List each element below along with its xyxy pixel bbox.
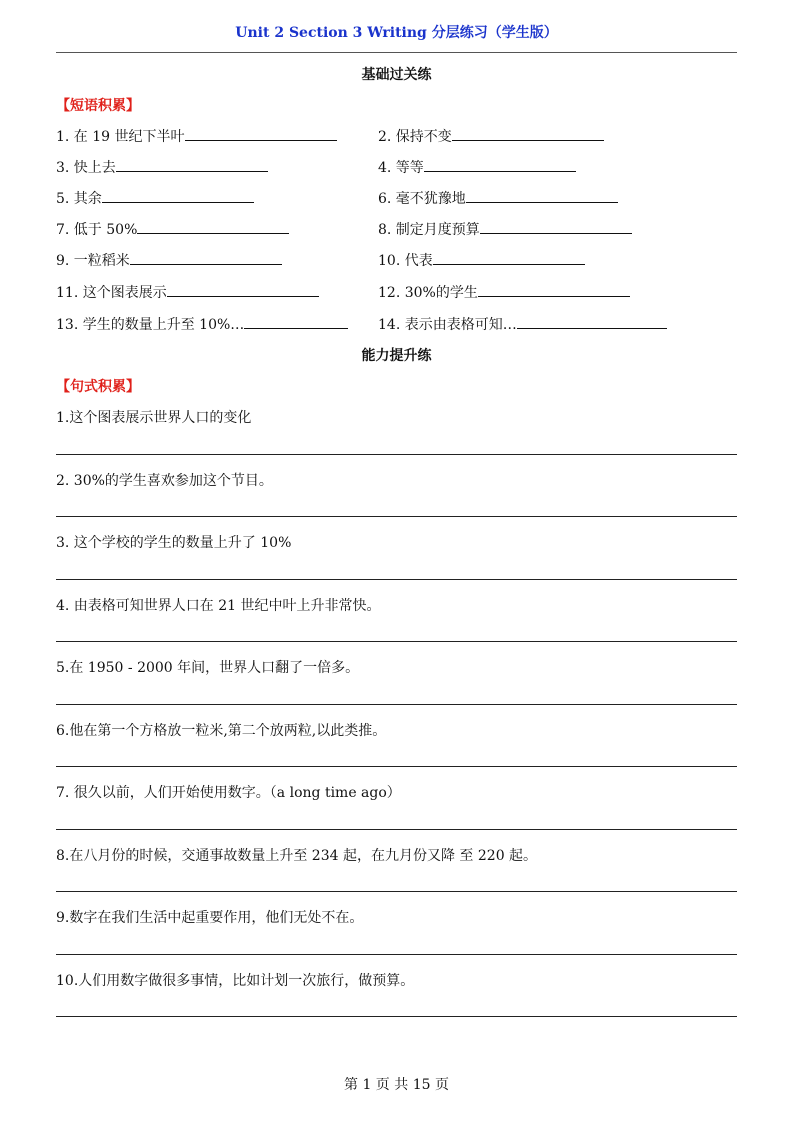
answer-line[interactable] (56, 516, 737, 517)
answer-blank[interactable] (116, 157, 268, 172)
phrase-item-13 (56, 314, 348, 334)
phrase-accumulation-tag: 【短语积累】 (56, 98, 140, 114)
phrase-text: 12. 30%的学生 (378, 285, 478, 301)
sentence-prompt-1: 1.这个图表展示世界人口的变化 (56, 410, 252, 426)
header-rule (56, 52, 737, 53)
sentence-prompt-2: 2. 30%的学生喜欢参加这个节目。 (56, 473, 273, 489)
answer-blank[interactable] (480, 219, 632, 234)
document-header-title: Unit 2 Section 3 Writing 分层练习（学生版） (235, 25, 558, 41)
page-number: 第 1 页 共 15 页 (344, 1077, 449, 1093)
answer-blank[interactable] (130, 250, 282, 265)
answer-line[interactable] (56, 704, 737, 705)
phrase-text: 8. 制定月度预算 (378, 222, 480, 238)
sentence-prompt-3: 3. 这个学校的学生的数量上升了 10% (56, 535, 292, 551)
phrase-item-2 (378, 126, 604, 146)
phrase-item-6 (378, 188, 618, 208)
answer-blank[interactable] (167, 282, 319, 297)
phrase-text: 14. 表示由表格可知… (378, 317, 517, 333)
answer-blank[interactable] (452, 126, 604, 141)
phrase-item-1 (56, 126, 337, 146)
answer-line[interactable] (56, 891, 737, 892)
phrase-text: 7. 低于 50% (56, 222, 138, 238)
sentence-accumulation-tag: 【句式积累】 (56, 379, 140, 395)
phrase-text: 5. 其余 (56, 191, 102, 207)
answer-blank[interactable] (185, 126, 337, 141)
sentence-prompt-4: 4. 由表格可知世界人口在 21 世纪中叶上升非常快。 (56, 598, 381, 614)
answer-line[interactable] (56, 454, 737, 455)
phrase-text: 3. 快上去 (56, 160, 116, 176)
section-title-advanced: 能力提升练 (361, 348, 432, 364)
phrase-text: 13. 学生的数量上升至 10%… (56, 317, 245, 333)
phrase-text: 6. 毫不犹豫地 (378, 191, 466, 207)
phrase-item-9 (56, 250, 282, 270)
phrase-item-5 (56, 188, 254, 208)
answer-blank[interactable] (478, 282, 630, 297)
phrase-text: 1. 在 19 世纪下半叶 (56, 129, 185, 145)
phrase-text: 11. 这个图表展示 (56, 285, 167, 301)
phrase-item-10 (378, 250, 585, 270)
phrase-item-12 (378, 282, 630, 302)
phrase-text: 9. 一粒稻米 (56, 253, 130, 269)
phrase-item-8 (378, 219, 632, 239)
phrase-text: 2. 保持不变 (378, 129, 452, 145)
phrase-text: 10. 代表 (378, 253, 433, 269)
phrase-text: 4. 等等 (378, 160, 424, 176)
sentence-prompt-8: 8.在八月份的时候，交通事故数量上升至 234 起，在九月份又降 至 220 起。 (56, 848, 538, 864)
answer-line[interactable] (56, 954, 737, 955)
answer-blank[interactable] (466, 188, 618, 203)
answer-line[interactable] (56, 766, 737, 767)
section-title-basic: 基础过关练 (361, 67, 432, 83)
sentence-prompt-5: 5.在 1950 - 2000 年间，世界人口翻了一倍多。 (56, 660, 360, 676)
phrase-item-3 (56, 157, 268, 177)
phrase-item-4 (378, 157, 576, 177)
sentence-prompt-6: 6.他在第一个方格放一粒米,第二个放两粒,以此类推。 (56, 723, 387, 739)
answer-blank[interactable] (424, 157, 576, 172)
sentence-prompt-7: 7. 很久以前，人们开始使用数字。（a long time ago） (56, 785, 401, 801)
answer-blank[interactable] (244, 314, 348, 329)
answer-blank[interactable] (137, 219, 289, 234)
sentence-prompt-10: 10.人们用数字做很多事情，比如计划一次旅行，做预算。 (56, 973, 415, 989)
phrase-item-11 (56, 282, 319, 302)
answer-blank[interactable] (102, 188, 254, 203)
answer-line[interactable] (56, 829, 737, 830)
answer-line[interactable] (56, 641, 737, 642)
answer-line[interactable] (56, 579, 737, 580)
sentence-prompt-9: 9.数字在我们生活中起重要作用，他们无处不在。 (56, 910, 364, 926)
phrase-item-14 (378, 314, 667, 334)
answer-line[interactable] (56, 1016, 737, 1017)
phrase-item-7 (56, 219, 289, 239)
answer-blank[interactable] (517, 314, 667, 329)
answer-blank[interactable] (433, 250, 585, 265)
